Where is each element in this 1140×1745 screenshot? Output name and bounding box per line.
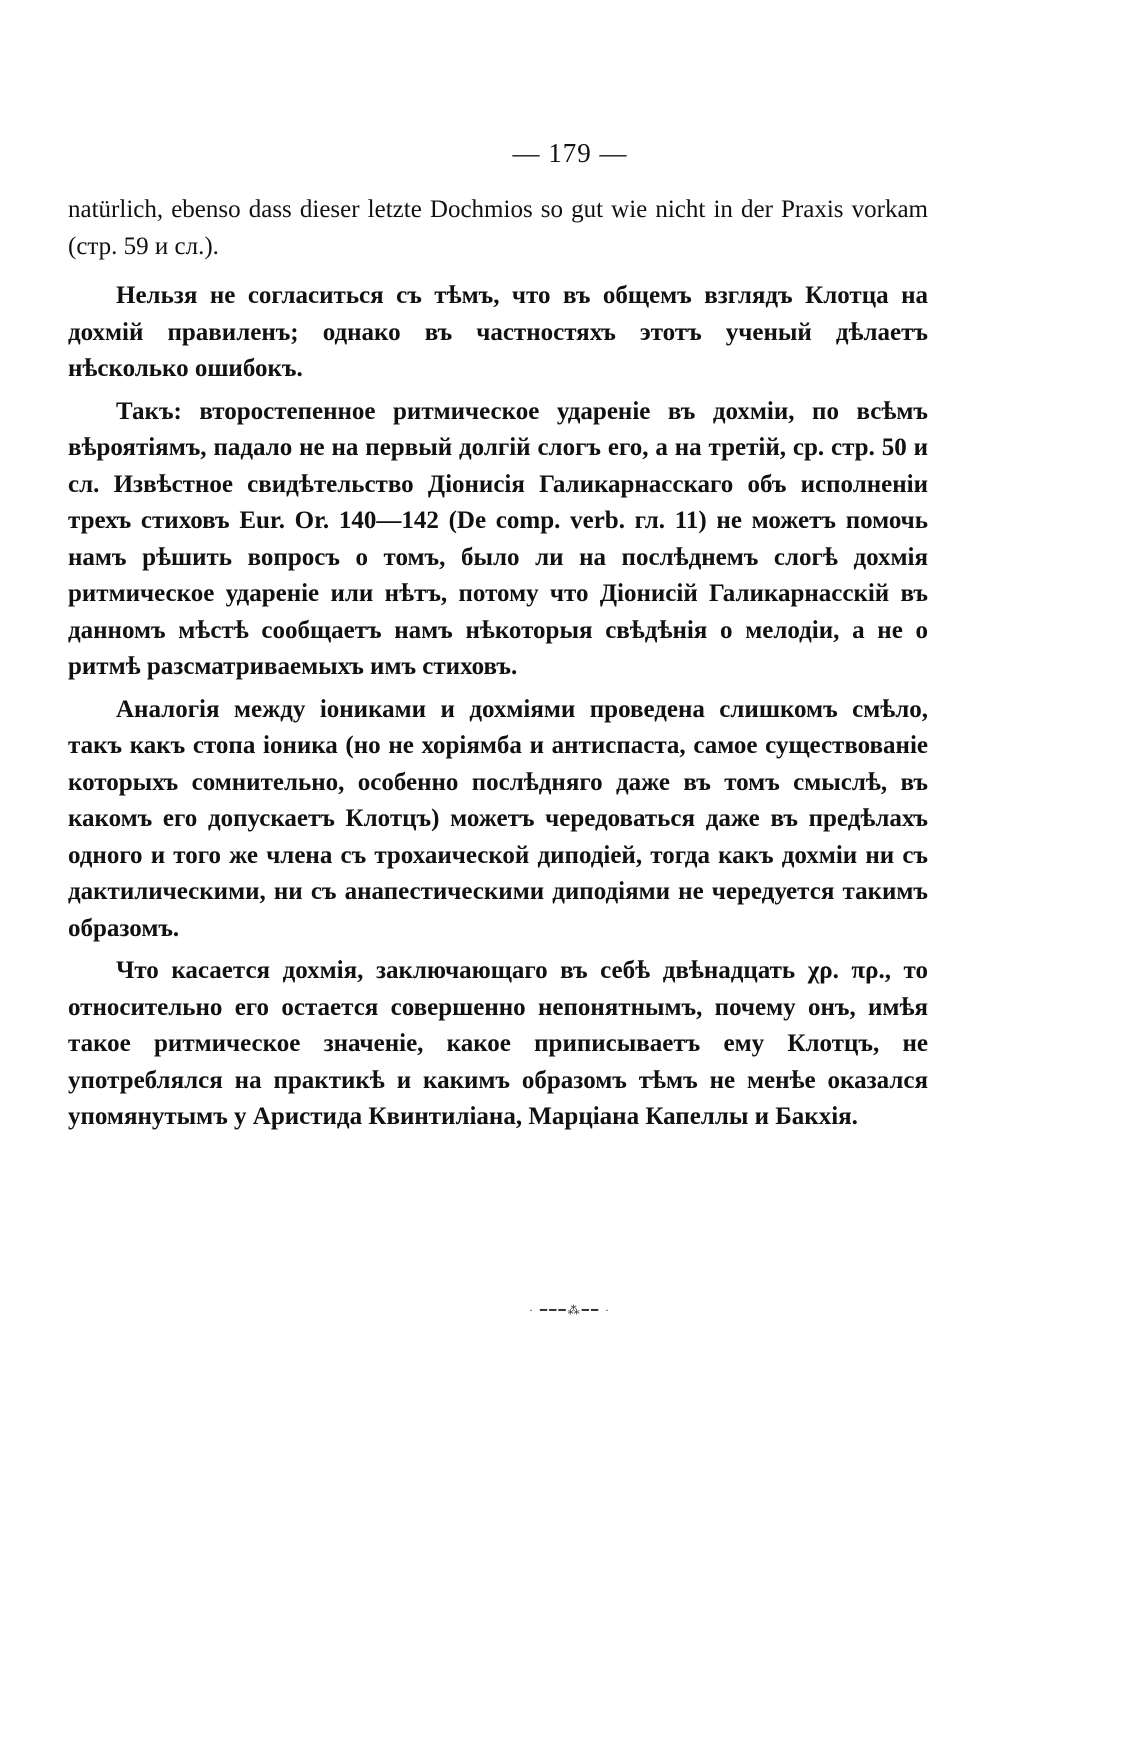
paragraph-twelve-chronoi: Что касается дохмія, заключающаго въ себѣ двѣнадцать χρ. πρ., то относительно его остается совершенно непонятнымъ, почему онъ, имѣя такое ритмическое значеніе, какое приписываетъ ему Клотцъ, не употреблялся на практикѣ и какимъ образомъ тѣмъ не менѣе оказался упомянутымъ у Аристида Квинтиліана, Марціана Капеллы и Бакхія. — [68, 957, 928, 1130]
paragraph-rhythmic-stress: Такъ: второстепенное ритмическое удареніе въ дохміи, по всѣмъ вѣроятіямъ, падало не на первый долгій слогъ его, а на третій, ср. стр. 50 и сл. Извѣстное свидѣтельство Діонисія Галикарнасскаго объ исполненіи трехъ стиховъ Eur. Or. 140—142 (De comp. verb. гл. 11) не можетъ помочь намъ рѣшить вопросъ о томъ, было ли на послѣднемъ слогѣ дохмія ритмическое удареніе или нѣтъ, потому что Діонисій Галикарнасскій въ данномъ мѣстѣ сообщаетъ намъ нѣкоторыя свѣдѣнія о мелодіи, а не о ритмѣ разсматриваемыхъ имъ стиховъ. — [68, 397, 928, 680]
paragraph-ionic-analogy: Аналогія между іониками и дохміями проведена слишкомъ смѣло, такъ какъ стопа іоника (но не хоріямба и антиспаста, самое существованіе которыхъ сомнительно, особенно послѣдняго даже въ томъ смыслѣ, въ какомъ его допускаетъ Клотцъ) можетъ чередоваться даже въ предѣлахъ одного и того же члена съ трохаической диподіей, тогда какъ дохміи ни съ дактилическими, ни съ анапестическими диподіями не чередуется такимъ образомъ. — [68, 695, 928, 942]
end-ornament: · ━━━⁂━━ · — [528, 1303, 612, 1317]
page-number: — 179 — — [512, 138, 628, 168]
body-text — [68, 192, 928, 1142]
paragraph-klotz-agreement: Нельзя не согласиться съ тѣмъ, что въ общемъ взглядъ Клотца на дохмій правиленъ; однако въ частностяхъ этотъ ученый дѣлаетъ нѣсколько ошибокъ. — [68, 282, 928, 382]
paragraph-continuation: natürlich, ebenso dass dieser letzte Dochmios so gut wie nicht in der Praxis vorkam (стр. 59 и сл.). — [68, 196, 928, 260]
